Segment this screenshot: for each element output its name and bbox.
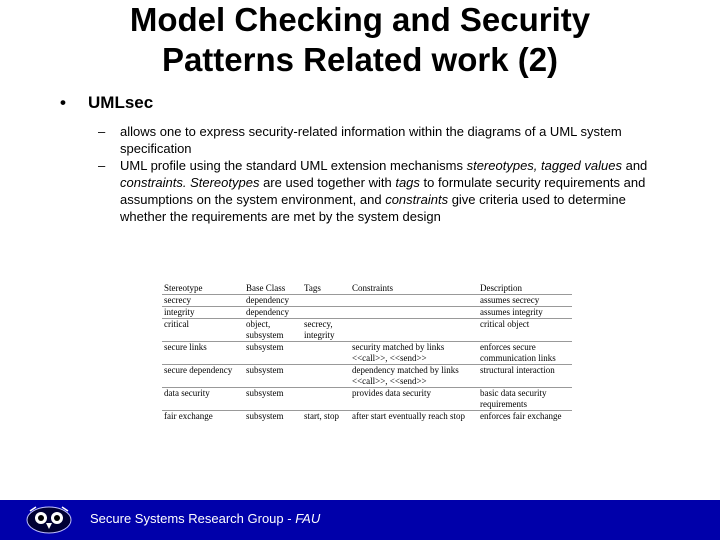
table-cell: dependency matched by links <<call>>, <<send>>: [350, 365, 478, 388]
table-cell: dependency: [244, 295, 302, 307]
table-header-row: [162, 283, 572, 295]
table-cell: subsystem: [244, 388, 302, 411]
table-cell: [302, 295, 350, 307]
footer-text: Secure Systems Research Group - FAU: [90, 511, 321, 526]
table-cell: data security: [162, 388, 244, 411]
table-cell: secrecy: [162, 295, 244, 307]
table-cell: [302, 342, 350, 365]
table-cell: [350, 319, 478, 342]
table-row: [162, 342, 572, 365]
table-cell: [350, 307, 478, 319]
slide-title: [0, 0, 720, 80]
table-row: [162, 365, 572, 388]
table-cell: security matched by links <<call>>, <<send>>: [350, 342, 478, 365]
table-cell: structural interaction: [478, 365, 572, 388]
table-row: [162, 295, 572, 307]
table-cell: integrity: [162, 307, 244, 319]
table-row: [162, 411, 572, 423]
sub-item-2: [98, 157, 668, 225]
table-cell: secure links: [162, 342, 244, 365]
dash-marker: –: [98, 124, 106, 139]
header-cell: Tags: [304, 283, 321, 293]
header-cell: Description: [480, 283, 522, 293]
table-cell: subsystem: [244, 342, 302, 365]
table-cell: secure dependency: [162, 365, 244, 388]
table-row: [162, 307, 572, 319]
fau-owl-logo-icon: [24, 505, 74, 535]
table-row: [162, 319, 572, 342]
table-cell: start, stop: [302, 411, 350, 423]
sub-item-1: [98, 123, 668, 157]
table-cell: critical object: [478, 319, 572, 342]
dash-marker: –: [98, 158, 106, 173]
table-cell: provides data security: [350, 388, 478, 411]
header-cell: Constraints: [352, 283, 394, 293]
sub-item-1-text: allows one to express security-related information within the diagrams of a UML system specification: [120, 124, 622, 156]
title-line-2: Patterns Related work (2): [161, 41, 559, 78]
table-cell: fair exchange: [162, 411, 244, 423]
table-cell: after start eventually reach stop: [350, 411, 478, 423]
bullet-text: UMLsec: [88, 93, 154, 112]
table-cell: critical: [162, 319, 244, 342]
footer-bar: [0, 500, 720, 540]
table-cell: enforces fair exchange: [478, 411, 572, 423]
title-line-1: Model Checking and Security: [129, 1, 591, 38]
table-cell: basic data security requirements: [478, 388, 572, 411]
bullet-umlsec: [60, 93, 153, 113]
table-cell: assumes secrecy: [478, 295, 572, 307]
table-cell: enforces secure communication links: [478, 342, 572, 365]
table-cell: subsystem: [244, 411, 302, 423]
table-cell: dependency: [244, 307, 302, 319]
table-cell: secrecy, integrity: [302, 319, 350, 342]
header-cell: Base Class: [246, 283, 286, 293]
table-cell: [302, 307, 350, 319]
header-cell: Stereotype: [164, 283, 203, 293]
table-cell: assumes integrity: [478, 307, 572, 319]
table-cell: subsystem: [244, 365, 302, 388]
sub-item-2-text: UML profile using the standard UML extension mechanisms stereotypes, tagged values and constraints. Stereotypes are used together with tags to formulate security requirements and assumptions on the system environment, and constraints give criteria used to determine whether the requirements are met by the system design: [120, 158, 648, 224]
table-cell: [302, 388, 350, 411]
table-cell: [350, 295, 478, 307]
table-cell: object, subsystem: [244, 319, 302, 342]
table-row: [162, 388, 572, 411]
bullet-marker: •: [60, 93, 66, 112]
table-cell: [302, 365, 350, 388]
stereotype-table: [162, 283, 572, 422]
